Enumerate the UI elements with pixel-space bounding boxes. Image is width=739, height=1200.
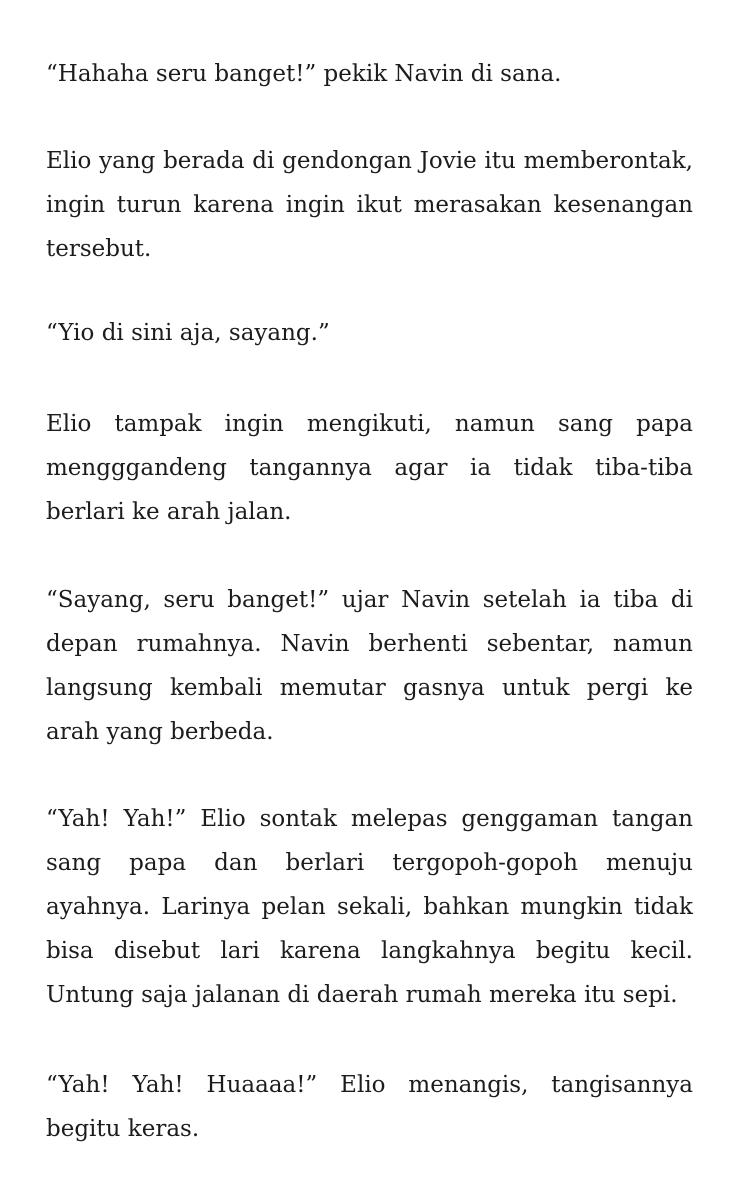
paragraph-5: “Sayang, seru banget!” ujar Navin setelah ia tiba di depan rumahnya. Navin berhenti sebentar, namun langsung kembali memutar gasnya untuk pergi ke arah yang berbeda. bbox=[46, 587, 693, 745]
paragraph-7: “Yah! Yah! Huaaaa!” Elio menangis, tangisannya begitu keras. bbox=[46, 1072, 693, 1142]
paragraph-3: “Yio di sini aja, sayang.” bbox=[46, 320, 330, 346]
paragraph-2: Elio yang berada di gendongan Jovie itu memberontak, ingin turun karena ingin ikut merasakan kesenangan tersebut. bbox=[46, 148, 693, 262]
paragraph-6: “Yah! Yah!” Elio sontak melepas genggaman tangan sang papa dan berlari tergopoh-gopoh menuju ayahnya. Larinya pelan sekali, bahkan mungkin tidak bisa disebut lari karena langkahnya begitu kecil. Untung saja jalanan di daerah rumah mereka itu sepi. bbox=[46, 806, 693, 1008]
paragraph-1: “Hahaha seru banget!” pekik Navin di sana. bbox=[46, 61, 562, 87]
paragraph-4: Elio tampak ingin mengikuti, namun sang papa mengggandeng tangannya agar ia tidak tiba-tiba berlari ke arah jalan. bbox=[46, 411, 693, 525]
